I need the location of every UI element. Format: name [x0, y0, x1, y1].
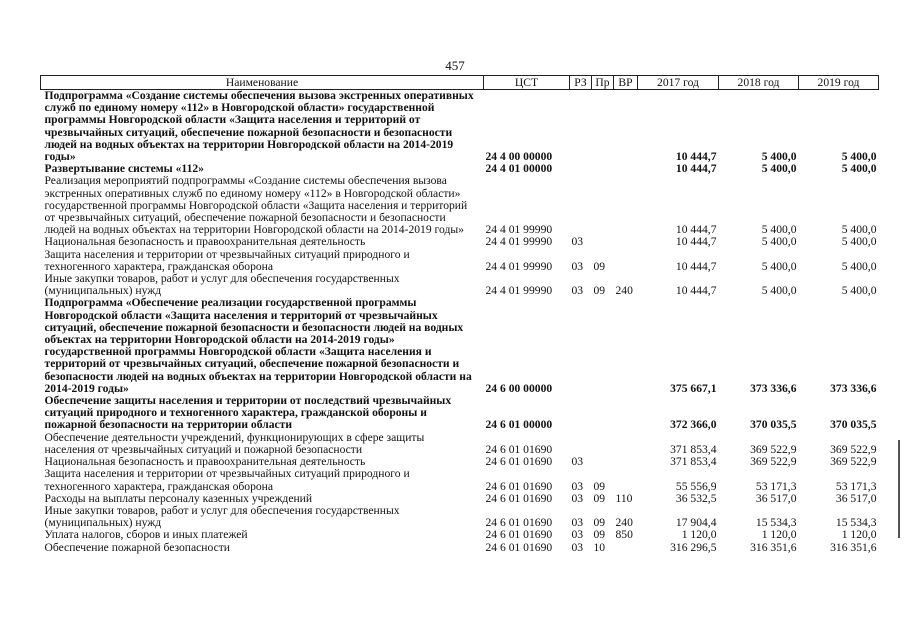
cell-2017: 316 296,5 — [670, 540, 717, 554]
cell-vr — [614, 297, 638, 395]
cell-2019: 5 400,0 — [841, 162, 877, 176]
cell-cst: 24 4 01 99990 — [485, 235, 553, 249]
cell-rz: 03 — [571, 516, 584, 530]
header-name: Наименование — [41, 76, 484, 90]
cell-2018: 53 171,3 — [755, 479, 797, 493]
cell-pr — [592, 236, 614, 248]
table-row — [41, 529, 879, 541]
cell-2019: 5 400,0 — [841, 223, 877, 237]
cell-rz: 03 — [571, 540, 584, 554]
cell-name: Обеспечение пожарной безопасности — [44, 540, 231, 554]
cell-vr — [614, 432, 638, 456]
table-row — [41, 542, 879, 554]
cell-pr — [592, 432, 614, 456]
cell-name: Защита населения и территории от чрезвычайных ситуаций природного и техногенного характера, гражданская оборона — [44, 467, 410, 493]
cell-2019: 5 400,0 — [841, 150, 877, 164]
cell-2019: 15 534,3 — [835, 516, 877, 530]
cell-2019: 369 522,9 — [830, 442, 877, 456]
table-row — [41, 273, 879, 297]
cell-rz: 03 — [571, 528, 584, 542]
table-row — [41, 468, 879, 492]
cell-name: Расходы на выплаты персоналу казенных учреждений — [44, 491, 313, 505]
cell-2017: 10 444,7 — [675, 162, 717, 176]
cell-2017: 372 366,0 — [670, 418, 717, 432]
cell-name: Реализация мероприятий подпрограммы «Создание системы обеспечения вызова экстренных оперативных служб по единому номеру «112» в Новгородской области» государственной программы Новгородской области «Защита населения и территорий от чрезвычайных ситуаций, обеспечение пожарной безопасности и безопасности людей на водных объектах на территории Новгородской области на 2014-2019 годы» — [44, 174, 468, 237]
cell-name: Обеспечение защиты населения и территории от последствий чрезвычайных ситуаций природного и техногенного характера, гражданской обороны и пожарной безопасности на территории области — [44, 394, 452, 432]
cell-cst: 24 4 01 99990 — [485, 284, 553, 298]
cell-rz: 03 — [571, 455, 584, 469]
cell-2019: 5 400,0 — [841, 259, 877, 273]
cell-2019: 53 171,3 — [835, 479, 877, 493]
header-vr: ВР — [614, 76, 638, 90]
cell-vr — [614, 456, 638, 468]
cell-cst: 24 6 01 01690 — [485, 491, 553, 505]
cell-2017: 10 444,7 — [675, 259, 717, 273]
cell-2019: 369 522,9 — [830, 455, 877, 469]
cell-2017: 10 444,7 — [675, 150, 717, 164]
cell-cst: 24 6 01 01690 — [485, 516, 553, 530]
cell-cst: 24 6 01 01690 — [485, 479, 553, 493]
cell-2019: 370 035,5 — [830, 418, 877, 432]
cell-2017: 1 120,0 — [681, 528, 717, 542]
cell-vr — [614, 542, 638, 554]
cell-cst: 24 6 01 00000 — [485, 418, 553, 432]
cell-2018: 5 400,0 — [761, 284, 797, 298]
cell-vr — [614, 236, 638, 248]
header-rz: РЗ — [570, 76, 592, 90]
table-row — [41, 432, 879, 456]
cell-vr: 240 — [615, 516, 633, 530]
cell-vr — [614, 175, 638, 236]
header-2017: 2017 год — [638, 76, 719, 90]
cell-pr: 09 — [593, 528, 606, 542]
cell-rz: 03 — [571, 284, 584, 298]
cell-2017: 55 556,9 — [675, 479, 717, 493]
cell-pr — [592, 456, 614, 468]
cell-2018: 373 336,6 — [750, 381, 797, 395]
cell-vr — [614, 468, 638, 492]
cell-pr — [592, 90, 614, 164]
cell-rz — [570, 395, 592, 432]
table-row — [41, 395, 879, 432]
cell-2017: 36 532,5 — [675, 491, 717, 505]
cell-name: Уплата налогов, сборов и иных платежей — [44, 528, 248, 542]
cell-2018: 36 517,0 — [755, 491, 797, 505]
header-2018: 2018 год — [719, 76, 799, 90]
cell-cst: 24 4 01 99990 — [485, 223, 553, 237]
cell-rz: 03 — [571, 259, 584, 273]
cell-2018: 5 400,0 — [761, 162, 797, 176]
cell-pr: 09 — [593, 284, 606, 298]
cell-cst: 24 6 01 01690 — [485, 455, 553, 469]
cell-2017: 10 444,7 — [675, 235, 717, 249]
cell-2018: 370 035,5 — [750, 418, 797, 432]
cell-vr: 110 — [615, 491, 633, 505]
cell-pr: 10 — [593, 540, 606, 554]
cell-2018: 5 400,0 — [761, 259, 797, 273]
cell-2019: 316 351,6 — [830, 540, 877, 554]
cell-2018: 1 120,0 — [761, 528, 797, 542]
cell-2018: 15 534,3 — [755, 516, 797, 530]
table-header — [41, 76, 879, 90]
cell-vr — [614, 90, 638, 164]
scan-margin-mark — [898, 440, 900, 538]
table-row — [41, 175, 879, 236]
cell-vr — [614, 163, 638, 175]
cell-cst: 24 4 00 00000 — [485, 150, 553, 164]
cell-2018: 5 400,0 — [761, 150, 797, 164]
cell-rz — [570, 163, 592, 175]
cell-2017: 375 667,1 — [670, 381, 717, 395]
cell-rz — [570, 297, 592, 395]
cell-pr: 09 — [593, 479, 606, 493]
cell-pr — [592, 297, 614, 395]
cell-2019: 36 517,0 — [835, 491, 877, 505]
cell-2017: 10 444,7 — [675, 284, 717, 298]
cell-2017: 371 853,4 — [670, 455, 717, 469]
cell-name: Подпрограмма «Создание системы обеспечения вызова экстренных оперативных служб по единому номеру «112» в Новгородской области» государственной программы Новгородской области «Защита населения и территорий от чрезвычайных ситуаций, обеспечение пожарной безопасности и безопасности людей на водных объектах на территории Новгородской области на 2014-2019 годы» — [44, 89, 474, 164]
header-pr: Пр — [592, 76, 614, 90]
cell-name: Развертывание системы «112» — [44, 162, 204, 176]
cell-2019: 1 120,0 — [841, 528, 877, 542]
cell-rz: 03 — [571, 479, 584, 493]
cell-pr — [592, 175, 614, 236]
table-row — [41, 505, 879, 529]
cell-name: Подпрограмма «Обеспечение реализации государственной программы Новгородской области «Защита населения и территорий от чрезвычайных ситуаций, обеспечение пожарной безопасности и безопасности людей на водных объектах на территории Новгородской области на 2014-2019 годы» государственной программы Новгородской области «Защита населения и территорий от чрезвычайных ситуаций, обеспечение пожарной безопасности и безопасности людей на водных объектах на территории Новгородской области на 2014-2019 годы» — [44, 296, 472, 395]
header-2019: 2019 год — [799, 76, 879, 90]
cell-rz — [570, 90, 592, 164]
cell-rz — [570, 175, 592, 236]
cell-name: Обеспечение деятельности учреждений, функционирующих в сфере защиты населения от чрезвычайных ситуаций и пожарной безопасности — [44, 430, 425, 456]
cell-2018: 5 400,0 — [761, 223, 797, 237]
cell-cst: 24 6 01 01690 — [485, 540, 553, 554]
cell-2018: 316 351,6 — [750, 540, 797, 554]
cell-cst: 24 4 01 00000 — [485, 162, 553, 176]
cell-2018: 369 522,9 — [750, 442, 797, 456]
cell-vr — [614, 249, 638, 273]
cell-name: Национальная безопасность и правоохранительная деятельность — [44, 455, 366, 469]
cell-pr — [592, 395, 614, 432]
table-row — [41, 249, 879, 273]
cell-pr: 09 — [593, 491, 606, 505]
cell-2018: 369 522,9 — [750, 455, 797, 469]
cell-2017: 371 853,4 — [670, 442, 717, 456]
cell-cst: 24 6 00 00000 — [485, 381, 553, 395]
cell-2019: 5 400,0 — [841, 235, 877, 249]
cell-name: Иные закупки товаров, работ и услуг для обеспечения государственных (муниципальных) нужд — [44, 503, 400, 530]
cell-2017: 10 444,7 — [675, 223, 717, 237]
cell-rz: 03 — [571, 491, 584, 505]
table-body — [41, 90, 879, 554]
cell-vr: 240 — [615, 284, 633, 298]
cell-name: Защита населения и территории от чрезвычайных ситуаций природного и техногенного характера, гражданская оборона — [44, 247, 410, 273]
cell-vr — [614, 395, 638, 432]
budget-table — [40, 75, 879, 554]
table-row — [41, 236, 879, 248]
cell-2019: 373 336,6 — [830, 381, 877, 395]
cell-cst: 24 6 01 01690 — [485, 528, 553, 542]
cell-pr: 09 — [593, 516, 606, 530]
cell-pr — [592, 163, 614, 175]
page-number: 457 — [445, 58, 465, 73]
cell-cst: 24 6 01 01690 — [485, 442, 553, 456]
cell-pr: 09 — [593, 259, 606, 273]
cell-2017: 17 904,4 — [675, 516, 717, 530]
cell-rz — [570, 432, 592, 456]
header-cst: ЦСТ — [484, 76, 570, 90]
cell-rz: 03 — [571, 235, 584, 249]
cell-name: Иные закупки товаров, работ и услуг для обеспечения государственных (муниципальных) нужд — [44, 272, 400, 298]
cell-2018: 5 400,0 — [761, 235, 797, 249]
table-row — [41, 297, 879, 395]
cell-2019: 5 400,0 — [841, 284, 877, 298]
cell-name: Национальная безопасность и правоохранительная деятельность — [44, 235, 366, 249]
cell-cst: 24 4 01 99990 — [485, 259, 553, 273]
table-row — [41, 90, 879, 164]
cell-vr: 850 — [615, 528, 633, 542]
